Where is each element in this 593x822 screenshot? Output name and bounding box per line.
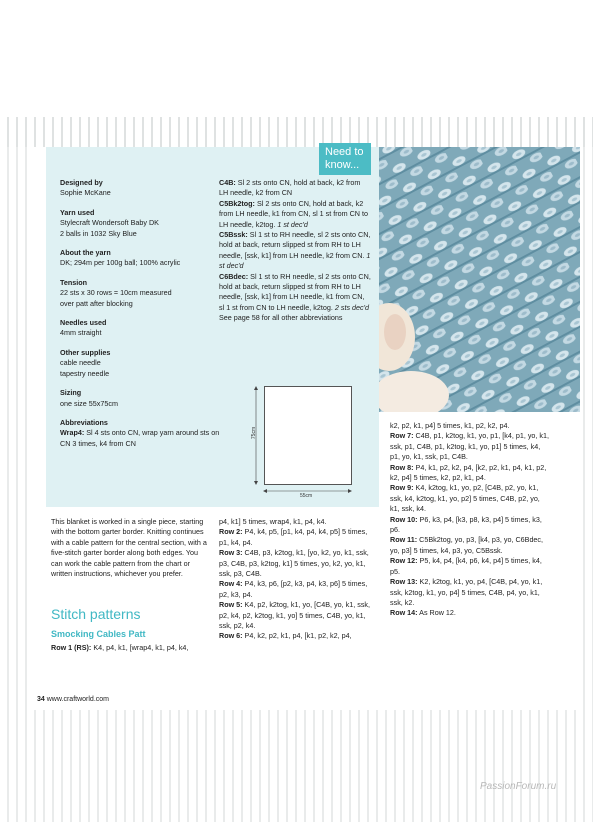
striped-header-band bbox=[0, 117, 593, 147]
page-footer bbox=[37, 696, 109, 703]
abbr-c5bk2tog: C5Bk2tog: Sl 2 sts onto CN, hold at back, k2 from LH needle, k1 from CN, sl 1 st from CN to LH needle, k2tog. 1 st dec'd bbox=[219, 198, 368, 229]
row-3: Row 3: C4B, p3, k2tog, k1, [yo, k2, yo, k1, ssk, p3, C4B, p3, k2tog, k1] 5 times, yo, k2, yo, k1, ssk, p3, C4B. bbox=[219, 548, 369, 579]
size-diagram bbox=[246, 384, 366, 502]
tension-line-2: over patt after blocking bbox=[60, 298, 133, 308]
abbr-wrap4: Wrap4: Sl 4 sts onto CN, wrap yarn around sts on CN 3 times, k4 from CN bbox=[60, 428, 220, 448]
row-13: Row 13: K2, k2tog, k1, yo, p4, [C4B, p4, yo, k1, ssk, k2tog, k1, yo, p4] 5 times, C4B, p4, yo, k1, ssk, k2. bbox=[390, 577, 543, 607]
abbr-see-page: See page 58 for all other abbreviations bbox=[219, 313, 343, 323]
pattern-title: Smocking Cables Patt bbox=[51, 629, 146, 639]
row-8: Row 8: P4, k1, p2, k2, p4, [k2, p2, k1, p4, k1, p2, k2, p4] 5 times, k2, p2, k1, p4. bbox=[390, 462, 547, 483]
row-12: Row 12: P5, k4, p4, [k4, p6, k4, p4] 5 times, k4, p5. bbox=[390, 556, 542, 576]
abbr-c4b: C4B: Sl 2 sts onto CN, hold at back, k2 from LH needle, k2 from CN bbox=[219, 178, 361, 198]
dimension-arrows bbox=[246, 384, 366, 502]
row-1-start: Row 1 (RS): K4, p4, k1, [wrap4, k1, p4, k4, bbox=[51, 643, 189, 652]
row-2: Row 2: P4, k4, p5, [p1, k4, p4, k4, p5] 5 times, p1, k4, p4. bbox=[219, 527, 368, 547]
designer-name: Sophie McKane bbox=[60, 188, 111, 198]
row-6-continued: k2, p2, k1, p4] 5 times, k1, p2, k2, p4. bbox=[390, 421, 510, 430]
row-11: Row 11: C5Bk2tog, yo, p3, [k4, p3, yo, C6Bdec, yo, p3] 5 times, k4, p3, yo, C5Bssk. bbox=[390, 535, 544, 555]
info-right-column bbox=[219, 178, 371, 324]
designed-by-heading: Designed by bbox=[60, 178, 103, 187]
blanket-photo bbox=[379, 147, 580, 412]
tension-line-1: 22 sts x 30 rows = 10cm measured bbox=[60, 288, 172, 298]
needles-heading: Needles used bbox=[60, 318, 107, 328]
yarn-quantity: 2 balls in 1032 Sky Blue bbox=[60, 228, 137, 238]
row-1-continued: p4, k1] 5 times, wrap4, k1, p4, k4. bbox=[219, 517, 327, 526]
stitch-patterns-title: Stitch patterns bbox=[51, 606, 141, 622]
row-10: Row 10: P6, k3, p4, [k3, p8, k3, p4] 5 times, k3, p6. bbox=[390, 514, 542, 535]
yarn-heading: Yarn used bbox=[60, 207, 95, 217]
intro-paragraph: This blanket is worked in a single piece, starting with the bottom garter border. Knitting continues with a cable pattern for the central section, with a five-stitch garter border along both edges. You can work the cable pattern from the chart or written instructions, whichever you prefer. bbox=[51, 517, 207, 579]
rows-right-column bbox=[390, 421, 550, 619]
about-yarn-heading: About the yarn bbox=[60, 248, 111, 258]
supply-tapestry-needle: tapestry needle bbox=[60, 368, 110, 378]
row-6-start: Row 6: P4, k2, p2, k1, p4, [k1, p2, k2, p4, bbox=[219, 631, 352, 641]
rows-middle-column bbox=[219, 517, 377, 642]
row-4: Row 4: P4, k3, p6, [p2, k3, p4, k3, p6] 5 times, p2, k3, p4. bbox=[219, 579, 368, 599]
row-5: Row 5: K4, p2, k2tog, k1, yo, [C4B, yo, k1, ssk, p2, k4, p2, k2tog, k1, yo] 5 times, C4B, yo, k1, ssk, p2, k4. bbox=[219, 600, 371, 631]
supplies-heading: Other supplies bbox=[60, 347, 111, 357]
row-14: Row 14: As Row 12. bbox=[390, 608, 456, 618]
info-left-column bbox=[60, 178, 220, 458]
need-to-know-tab: Need to know... bbox=[319, 143, 371, 175]
about-yarn-text: DK; 294m per 100g ball; 100% acrylic bbox=[60, 258, 181, 268]
height-label: 75cm bbox=[251, 426, 258, 440]
page-number: 34 bbox=[37, 696, 45, 703]
supply-cable-needle: cable needle bbox=[60, 358, 101, 368]
width-label: 55cm bbox=[300, 493, 313, 499]
yarn-name: Stylecraft Wondersoft Baby DK bbox=[60, 218, 159, 228]
watermark: PassionForum.ru bbox=[480, 781, 557, 792]
sizing-heading: Sizing bbox=[60, 388, 82, 398]
abbr-c5bssk: C5Bssk: Sl 1 st to RH needle, sl 2 sts onto CN, hold at back, return slipped st from RH to LH needle, [ssk, k1] from LH needle, k2 from CN. 1 st dec'd bbox=[219, 230, 371, 271]
row-9: Row 9: K4, k2tog, k1, yo, p2, [C4B, p2, yo, k1, ssk, k4, k2tog, k1, yo, p2] 5 times, C4B, p2, yo, k1, ssk, k4. bbox=[390, 483, 540, 514]
needles-text: 4mm straight bbox=[60, 328, 102, 338]
row-7: Row 7: C4B, p1, k2tog, k1, yo, p1, [k4, p1, yo, k1, ssk, p1, C4B, p1, k2tog, k1, yo, p1] 5 times, k4, p1, yo, k1, ssk, p1, C4B. bbox=[390, 431, 550, 462]
abbr-c6bdec: C6Bdec: Sl 1 st to RH needle, sl 2 sts onto CN, hold at back, return slipped st from RH to LH needle, [ssk, k1] from LH needle, k1 from CN, sl 1 st from CN to LH needle, k2tog. 2 sts dec'd bbox=[219, 271, 371, 312]
tension-heading: Tension bbox=[60, 277, 88, 287]
sizing-text: one size 55x75cm bbox=[60, 398, 118, 408]
row-1-text-part1: K4, p4, k1, [wrap4, k1, p4, k4, bbox=[91, 643, 189, 652]
footer-website: www.craftworld.com bbox=[46, 696, 109, 703]
abbreviations-heading: Abbreviations bbox=[60, 417, 108, 427]
